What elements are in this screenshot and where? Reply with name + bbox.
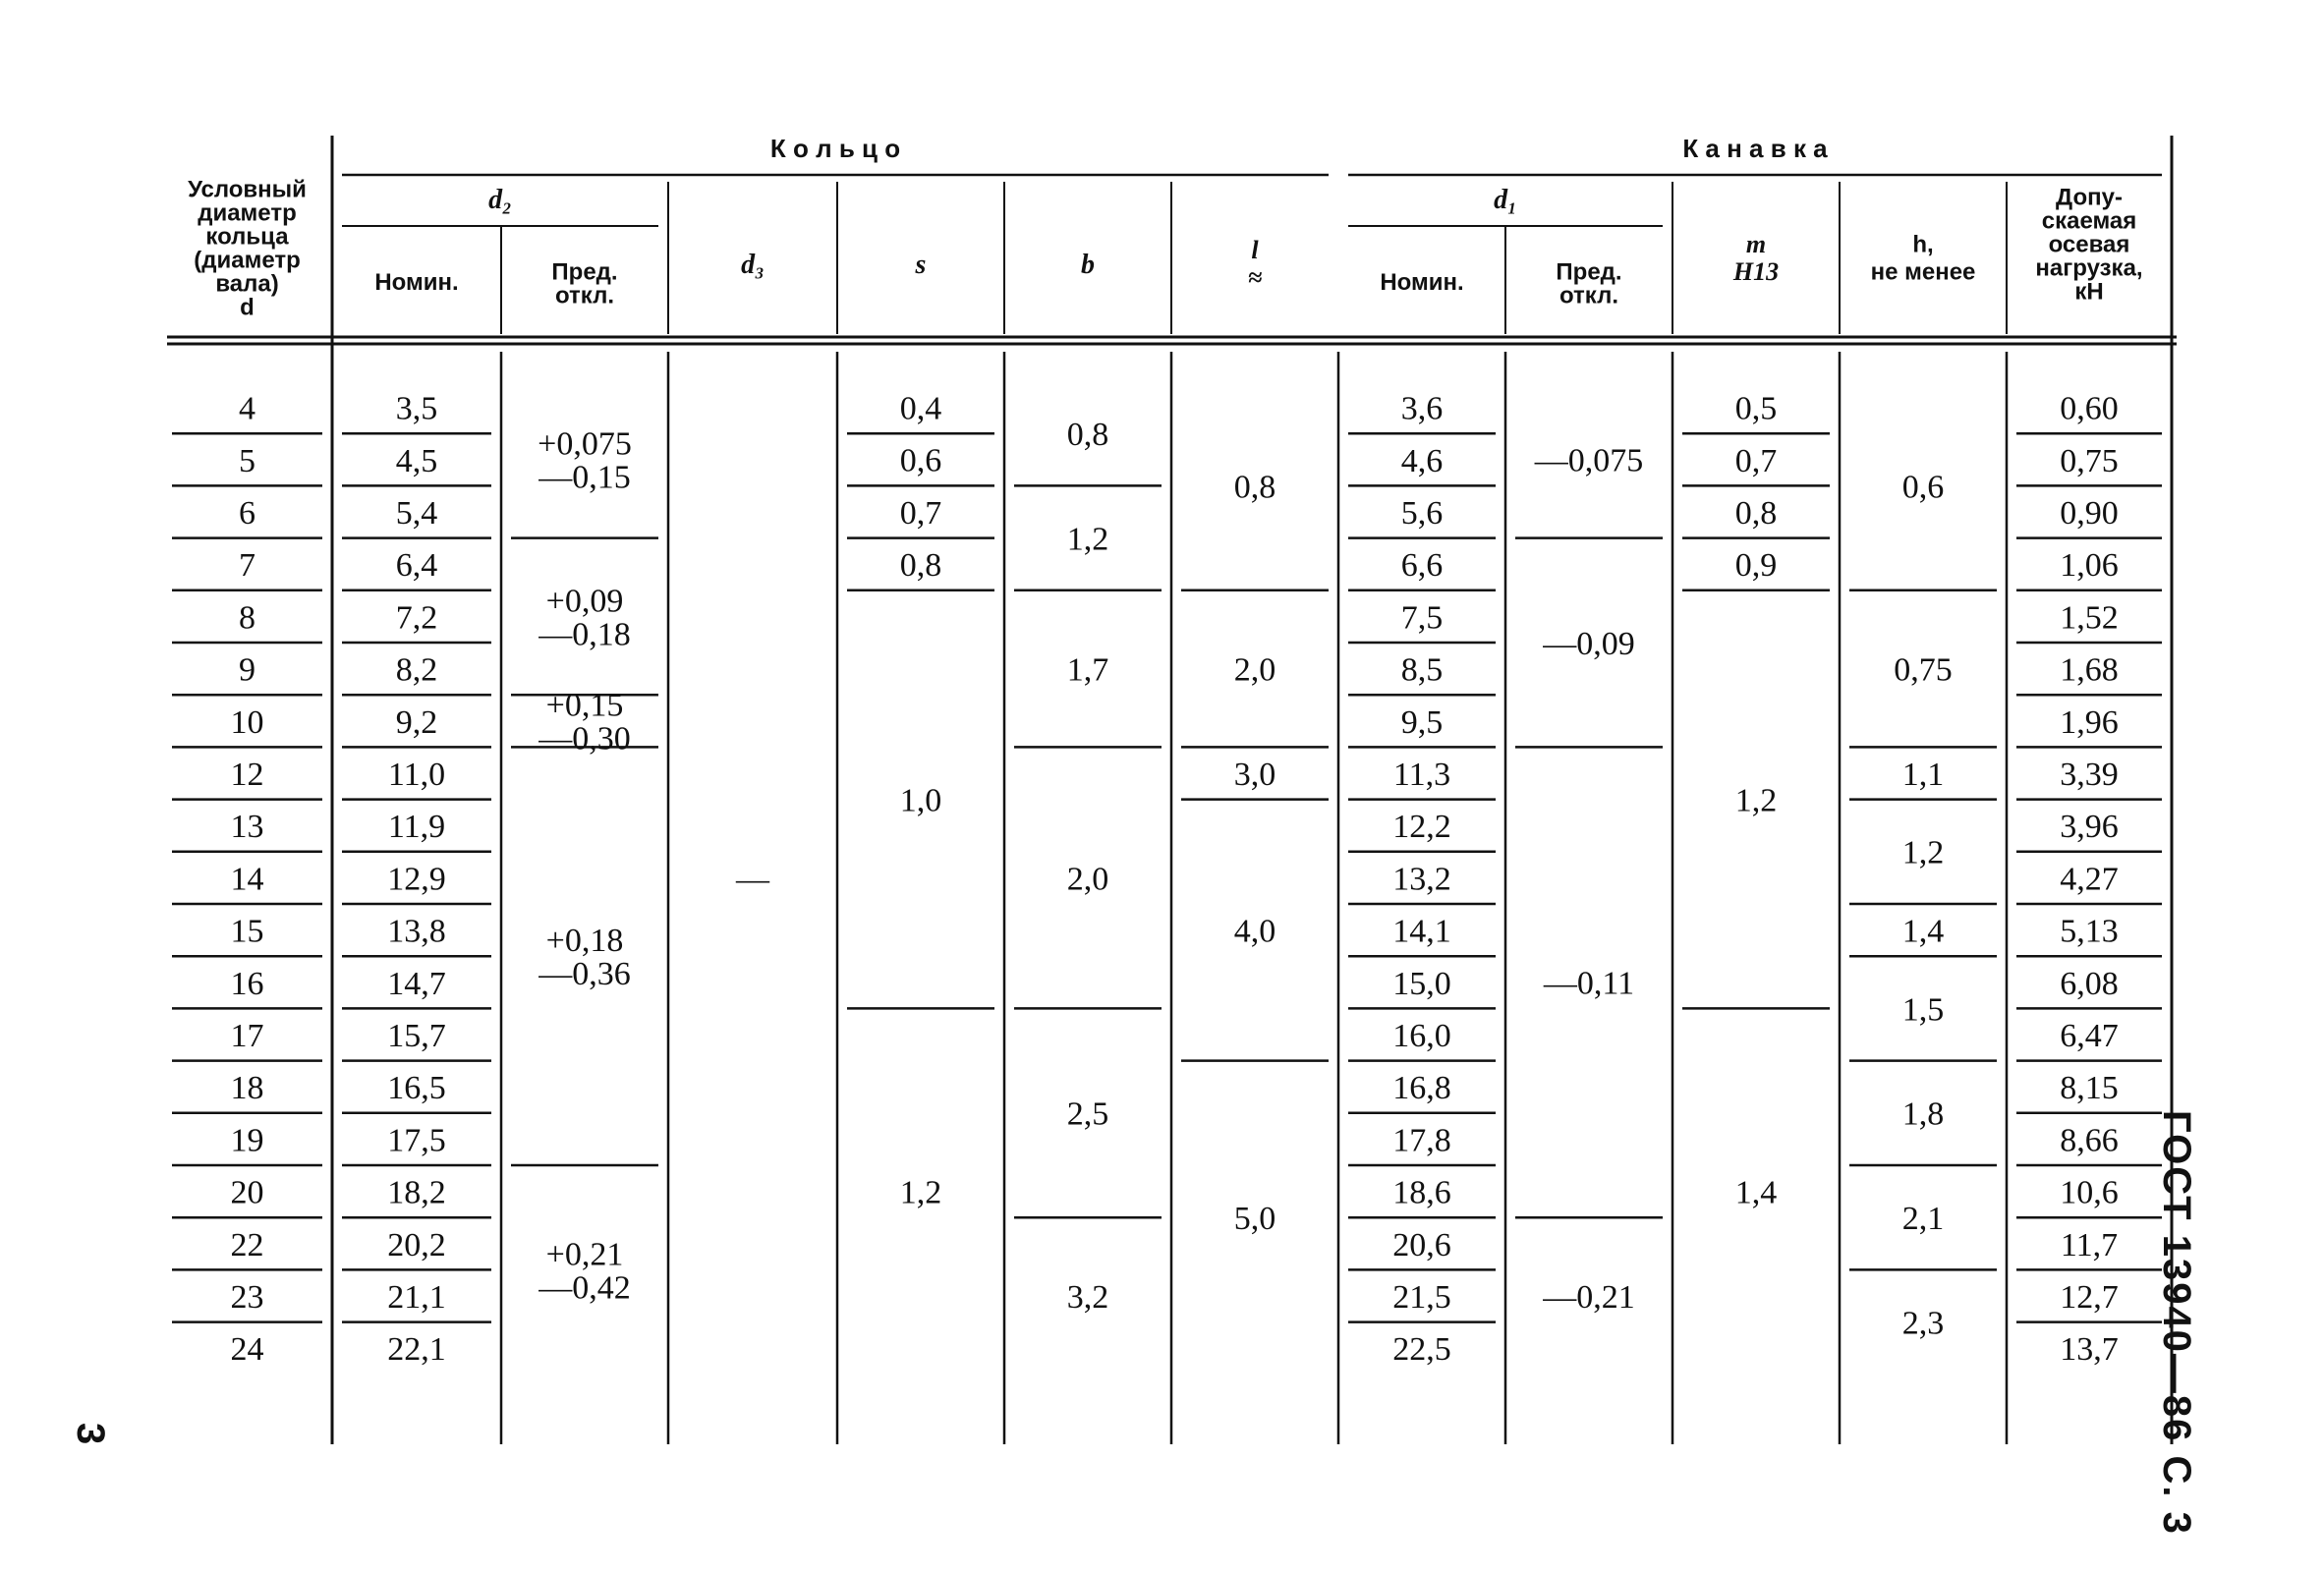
cell-d2_dev: +0,075 bbox=[538, 425, 632, 463]
cell-m: 1,2 bbox=[1734, 782, 1778, 819]
cell-m: 0,5 bbox=[1734, 390, 1778, 427]
header-d: (диаметр bbox=[194, 247, 301, 274]
cell-load: 3,39 bbox=[2060, 757, 2119, 793]
cell-d1: 15,0 bbox=[1392, 965, 1451, 1002]
cell-l: 0,8 bbox=[1233, 469, 1276, 506]
cell-d: 23 bbox=[230, 1279, 264, 1316]
cell-d1_dev: —0,075 bbox=[1534, 442, 1644, 479]
cell-d2: 17,5 bbox=[387, 1122, 446, 1159]
cell-d2: 6,4 bbox=[395, 547, 438, 585]
header-load: нагрузка, bbox=[2035, 254, 2143, 282]
cell-d2_dev: —0,30 bbox=[538, 720, 631, 758]
cell-d1: 16,8 bbox=[1392, 1070, 1451, 1107]
cell-d2: 7,2 bbox=[395, 599, 438, 637]
header-d1-nom: Номин. bbox=[1380, 269, 1464, 296]
cell-load: 11,7 bbox=[2060, 1226, 2119, 1263]
cell-d2: 18,2 bbox=[387, 1174, 446, 1211]
cell-load: 12,7 bbox=[2060, 1279, 2119, 1316]
header-d1-dev: откл. bbox=[1559, 282, 1619, 309]
cell-h: 2,1 bbox=[1901, 1201, 1945, 1238]
cell-b: 2,0 bbox=[1066, 861, 1109, 898]
header-d: диаметр bbox=[198, 199, 297, 227]
cell-d1: 20,6 bbox=[1392, 1226, 1451, 1263]
cell-l: 4,0 bbox=[1233, 913, 1276, 950]
header-d1-dev: Пред. bbox=[1556, 258, 1622, 286]
cell-d: 17 bbox=[230, 1018, 264, 1054]
cell-d2: 5,4 bbox=[395, 495, 438, 532]
standard-designation: ГОСТ 13940—86 С. 3 bbox=[2155, 1110, 2198, 1536]
cell-load: 8,66 bbox=[2060, 1122, 2119, 1159]
cell-d1: 11,3 bbox=[1392, 757, 1451, 793]
cell-s: 0,6 bbox=[899, 442, 942, 479]
cell-load: 4,27 bbox=[2060, 861, 2119, 898]
groove-group-title: К а н а в к а bbox=[1682, 134, 1828, 163]
cell-d1: 4,6 bbox=[1400, 442, 1444, 479]
header-load: Допу- bbox=[2056, 184, 2123, 211]
cell-b: 2,5 bbox=[1066, 1095, 1109, 1133]
header-d2-nom: Номин. bbox=[374, 269, 459, 296]
cell-d: 16 bbox=[230, 965, 264, 1002]
cell-d: 12 bbox=[230, 757, 264, 793]
header-d: Условный bbox=[188, 176, 307, 203]
cell-load: 1,96 bbox=[2060, 703, 2119, 741]
cell-d1_dev: —0,21 bbox=[1543, 1278, 1635, 1316]
cell-d1: 6,6 bbox=[1400, 547, 1444, 585]
page-number: 3 bbox=[69, 1423, 112, 1445]
cell-d: 18 bbox=[230, 1070, 264, 1107]
header-load: кН bbox=[2074, 278, 2104, 306]
header-d: d bbox=[240, 294, 255, 321]
cell-load: 8,15 bbox=[2060, 1070, 2119, 1107]
cell-l: 3,0 bbox=[1233, 756, 1276, 793]
cell-d: 5 bbox=[239, 442, 255, 479]
header-d2: d₂ bbox=[488, 185, 512, 215]
cell-load: 10,6 bbox=[2060, 1174, 2119, 1211]
cell-d2: 13,8 bbox=[387, 913, 446, 950]
cell-d2: 11,9 bbox=[387, 809, 446, 846]
cell-d2: 16,5 bbox=[387, 1070, 446, 1107]
cell-h: 1,8 bbox=[1901, 1095, 1945, 1133]
cell-load: 3,96 bbox=[2060, 809, 2119, 846]
cell-d1: 17,8 bbox=[1392, 1122, 1451, 1159]
cell-d2: 15,7 bbox=[387, 1018, 446, 1054]
cell-d: 4 bbox=[239, 390, 255, 427]
header-d3: d₃ bbox=[741, 250, 765, 280]
cell-load: 1,52 bbox=[2060, 599, 2119, 637]
cell-m: 0,7 bbox=[1734, 442, 1778, 479]
cell-d1: 21,5 bbox=[1392, 1279, 1451, 1316]
cell-s: 1,2 bbox=[899, 1174, 942, 1211]
cell-d1: 13,2 bbox=[1392, 861, 1451, 898]
cell-d2: 8,2 bbox=[395, 651, 438, 689]
cell-load: 13,7 bbox=[2060, 1331, 2119, 1369]
cell-s: 0,4 bbox=[899, 390, 942, 427]
cell-d: 7 bbox=[239, 547, 255, 585]
header-d: кольца bbox=[205, 223, 289, 251]
cell-d1: 5,6 bbox=[1400, 495, 1444, 532]
cell-m: 0,8 bbox=[1734, 495, 1778, 532]
cell-d: 24 bbox=[230, 1331, 264, 1369]
cell-d2_dev: —0,42 bbox=[538, 1269, 631, 1307]
cell-d2_dev: —0,15 bbox=[538, 459, 631, 496]
cell-d1_dev: —0,09 bbox=[1543, 625, 1635, 662]
cell-d2: 4,5 bbox=[395, 442, 438, 479]
header-b: b bbox=[1081, 250, 1095, 280]
cell-load: 6,47 bbox=[2060, 1018, 2119, 1054]
cell-d: 14 bbox=[230, 861, 264, 898]
cell-d2: 12,9 bbox=[387, 861, 446, 898]
ring-group-title: К о л ь ц о bbox=[769, 134, 901, 163]
cell-d1: 9,5 bbox=[1400, 703, 1444, 741]
header-l: l bbox=[1251, 236, 1259, 265]
cell-d2: 20,2 bbox=[387, 1226, 446, 1263]
cell-s: 1,0 bbox=[899, 782, 942, 819]
cell-d1: 3,6 bbox=[1400, 390, 1444, 427]
cell-d2: 14,7 bbox=[387, 965, 446, 1002]
header-s: s bbox=[915, 250, 927, 280]
cell-b: 0,8 bbox=[1066, 417, 1109, 454]
cell-d: 20 bbox=[230, 1174, 264, 1211]
cell-d2_dev: +0,18 bbox=[545, 923, 624, 960]
cell-d2: 11,0 bbox=[387, 757, 446, 793]
header-l: ≈ bbox=[1247, 263, 1263, 293]
cell-l: 5,0 bbox=[1233, 1201, 1276, 1238]
cell-load: 1,06 bbox=[2060, 547, 2119, 585]
cell-h: 2,3 bbox=[1901, 1305, 1945, 1342]
cell-d2: 22,1 bbox=[387, 1331, 446, 1369]
cell-d: 6 bbox=[239, 495, 255, 532]
cell-load: 0,60 bbox=[2060, 390, 2119, 427]
cell-h: 1,5 bbox=[1901, 991, 1945, 1029]
cell-load: 0,90 bbox=[2060, 495, 2119, 532]
cell-load: 0,75 bbox=[2060, 442, 2119, 479]
header-m: H13 bbox=[1732, 257, 1780, 287]
cell-d2_dev: —0,18 bbox=[538, 616, 631, 653]
cell-d1: 8,5 bbox=[1400, 651, 1444, 689]
cell-load: 6,08 bbox=[2060, 965, 2119, 1002]
cell-m: 1,4 bbox=[1734, 1174, 1778, 1211]
cell-h: 1,2 bbox=[1901, 834, 1945, 871]
cell-d: 10 bbox=[230, 703, 264, 741]
header-d2-dev: Пред. bbox=[551, 258, 618, 286]
cell-d1_dev: —0,11 bbox=[1543, 965, 1635, 1002]
cell-b: 1,2 bbox=[1066, 521, 1109, 558]
cell-d2: 9,2 bbox=[395, 703, 438, 741]
cell-b: 1,7 bbox=[1066, 651, 1109, 689]
cell-d2_dev: +0,09 bbox=[545, 583, 624, 620]
header-h: не менее bbox=[1870, 258, 1976, 286]
cell-m: 0,9 bbox=[1734, 547, 1778, 585]
cell-s: 0,8 bbox=[899, 547, 942, 585]
cell-d2_dev: —0,36 bbox=[538, 956, 631, 993]
cell-s: 0,7 bbox=[899, 494, 942, 532]
cell-h: 1,1 bbox=[1901, 756, 1945, 793]
cell-d: 19 bbox=[230, 1122, 264, 1159]
cell-d2: 21,1 bbox=[387, 1279, 446, 1316]
cell-d: 13 bbox=[230, 809, 264, 846]
cell-d1: 18,6 bbox=[1392, 1174, 1451, 1211]
cell-d1: 12,2 bbox=[1392, 809, 1451, 846]
cell-l: 2,0 bbox=[1233, 651, 1276, 689]
cell-d: 15 bbox=[230, 913, 264, 950]
cell-d: 9 bbox=[239, 651, 255, 689]
header-m: m bbox=[1745, 230, 1767, 259]
cell-d1: 14,1 bbox=[1392, 913, 1451, 950]
header-h: h, bbox=[1912, 231, 1934, 258]
cell-d2_dev: +0,21 bbox=[545, 1236, 624, 1273]
header-load: осевая bbox=[2048, 231, 2130, 258]
cell-d1: 22,5 bbox=[1392, 1331, 1451, 1369]
header-load: скаемая bbox=[2041, 207, 2137, 235]
header-d: вала) bbox=[215, 270, 279, 298]
cell-b: 3,2 bbox=[1066, 1278, 1109, 1316]
cell-d2_dev: +0,15 bbox=[545, 687, 624, 724]
cell-load: 5,13 bbox=[2060, 913, 2119, 950]
cell-d: 22 bbox=[230, 1226, 264, 1263]
cell-load: 1,68 bbox=[2060, 651, 2119, 689]
cell-d2: 3,5 bbox=[395, 390, 438, 427]
cell-d1: 16,0 bbox=[1392, 1018, 1451, 1054]
cell-h: 1,4 bbox=[1901, 913, 1945, 950]
cell-d: 8 bbox=[239, 599, 255, 637]
header-d2-dev: откл. bbox=[554, 282, 615, 309]
header-d1: d₁ bbox=[1494, 185, 1517, 215]
cell-d1: 7,5 bbox=[1400, 599, 1444, 637]
cell-h: 0,75 bbox=[1894, 651, 1953, 689]
cell-d3: — bbox=[736, 861, 769, 898]
cell-h: 0,6 bbox=[1901, 469, 1945, 506]
